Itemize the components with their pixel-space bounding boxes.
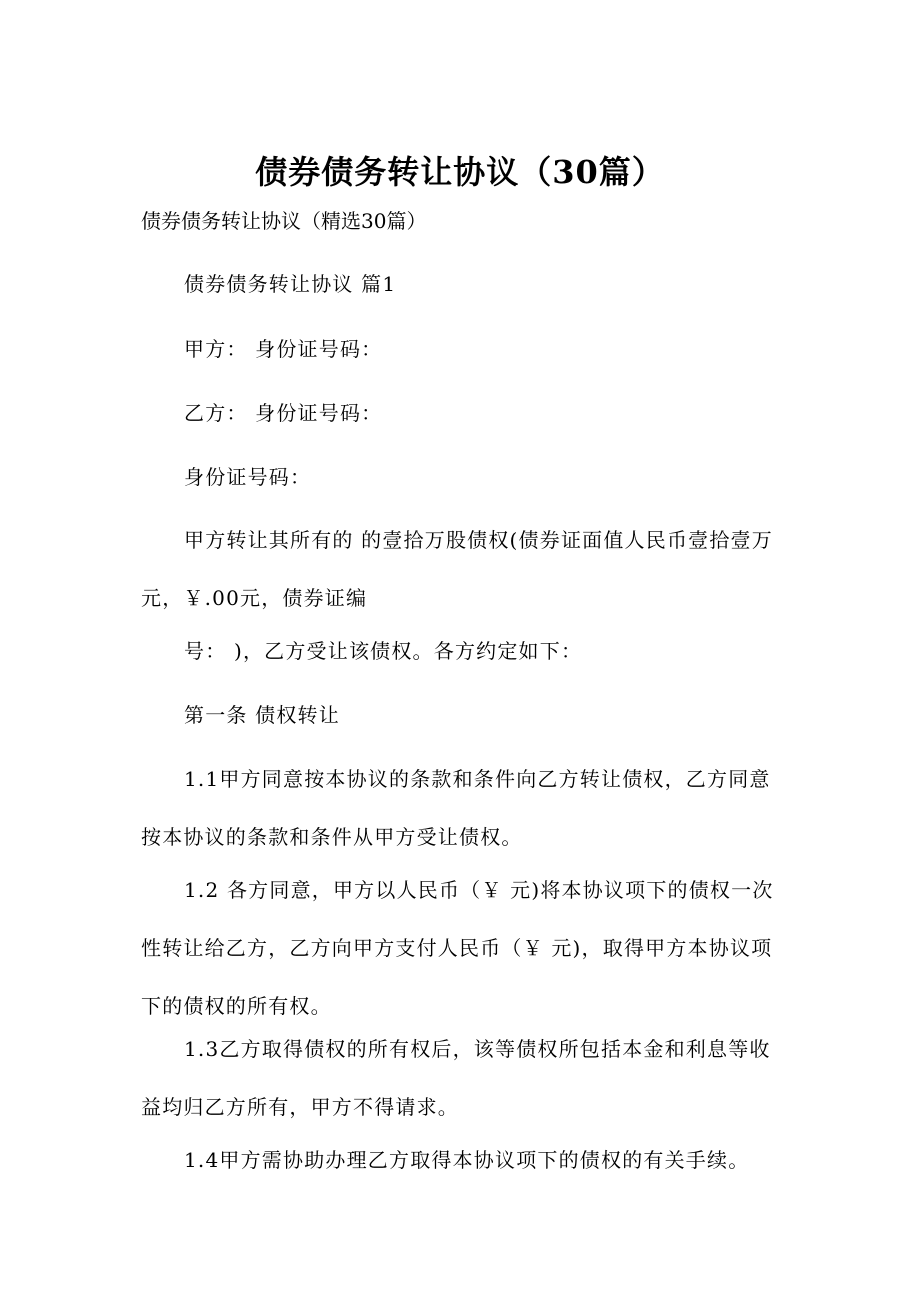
party-b-line: 乙方： 身份证号码：	[184, 401, 383, 425]
clause-1-3: 1.3乙方取得债权的所有权后，该等债权所包括本金和利息等收益均归乙方所有，甲方不得请求。	[141, 1037, 771, 1119]
transfer-paragraph: 甲方转让其所有的 的壹拾万股债权(债券证面值人民币壹拾壹万元，￥.00元，债券证编	[141, 528, 773, 610]
section-heading: 债券债务转让协议 篇1	[184, 272, 397, 296]
clause-1-4: 1.4甲方需协助办理乙方取得本协议项下的债权的有关手续。	[184, 1148, 750, 1172]
clause-1-1: 1.1甲方同意按本协议的条款和条件向乙方转让债权，乙方同意按本协议的条款和条件从甲方受让债权。	[141, 767, 771, 849]
transfer-paragraph-continued: 号： )，乙方受让该债权。各方约定如下：	[184, 639, 583, 663]
article-one-heading: 第一条 债权转让	[184, 703, 340, 727]
clause-1-2: 1.2 各方同意，甲方以人民币（￥ 元)将本协议项下的债权一次性转让给乙方，乙方向甲方支付人民币（￥ 元)，取得甲方本协议项下的债权的所有权。	[141, 878, 774, 1018]
party-a-line: 甲方： 身份证号码：	[184, 337, 383, 361]
document-subtitle: 债券债务转让协议（精选30篇）	[141, 209, 427, 233]
document-title: 债券债务转让协议（30篇）	[255, 153, 665, 191]
id-number-line: 身份证号码：	[184, 465, 312, 489]
